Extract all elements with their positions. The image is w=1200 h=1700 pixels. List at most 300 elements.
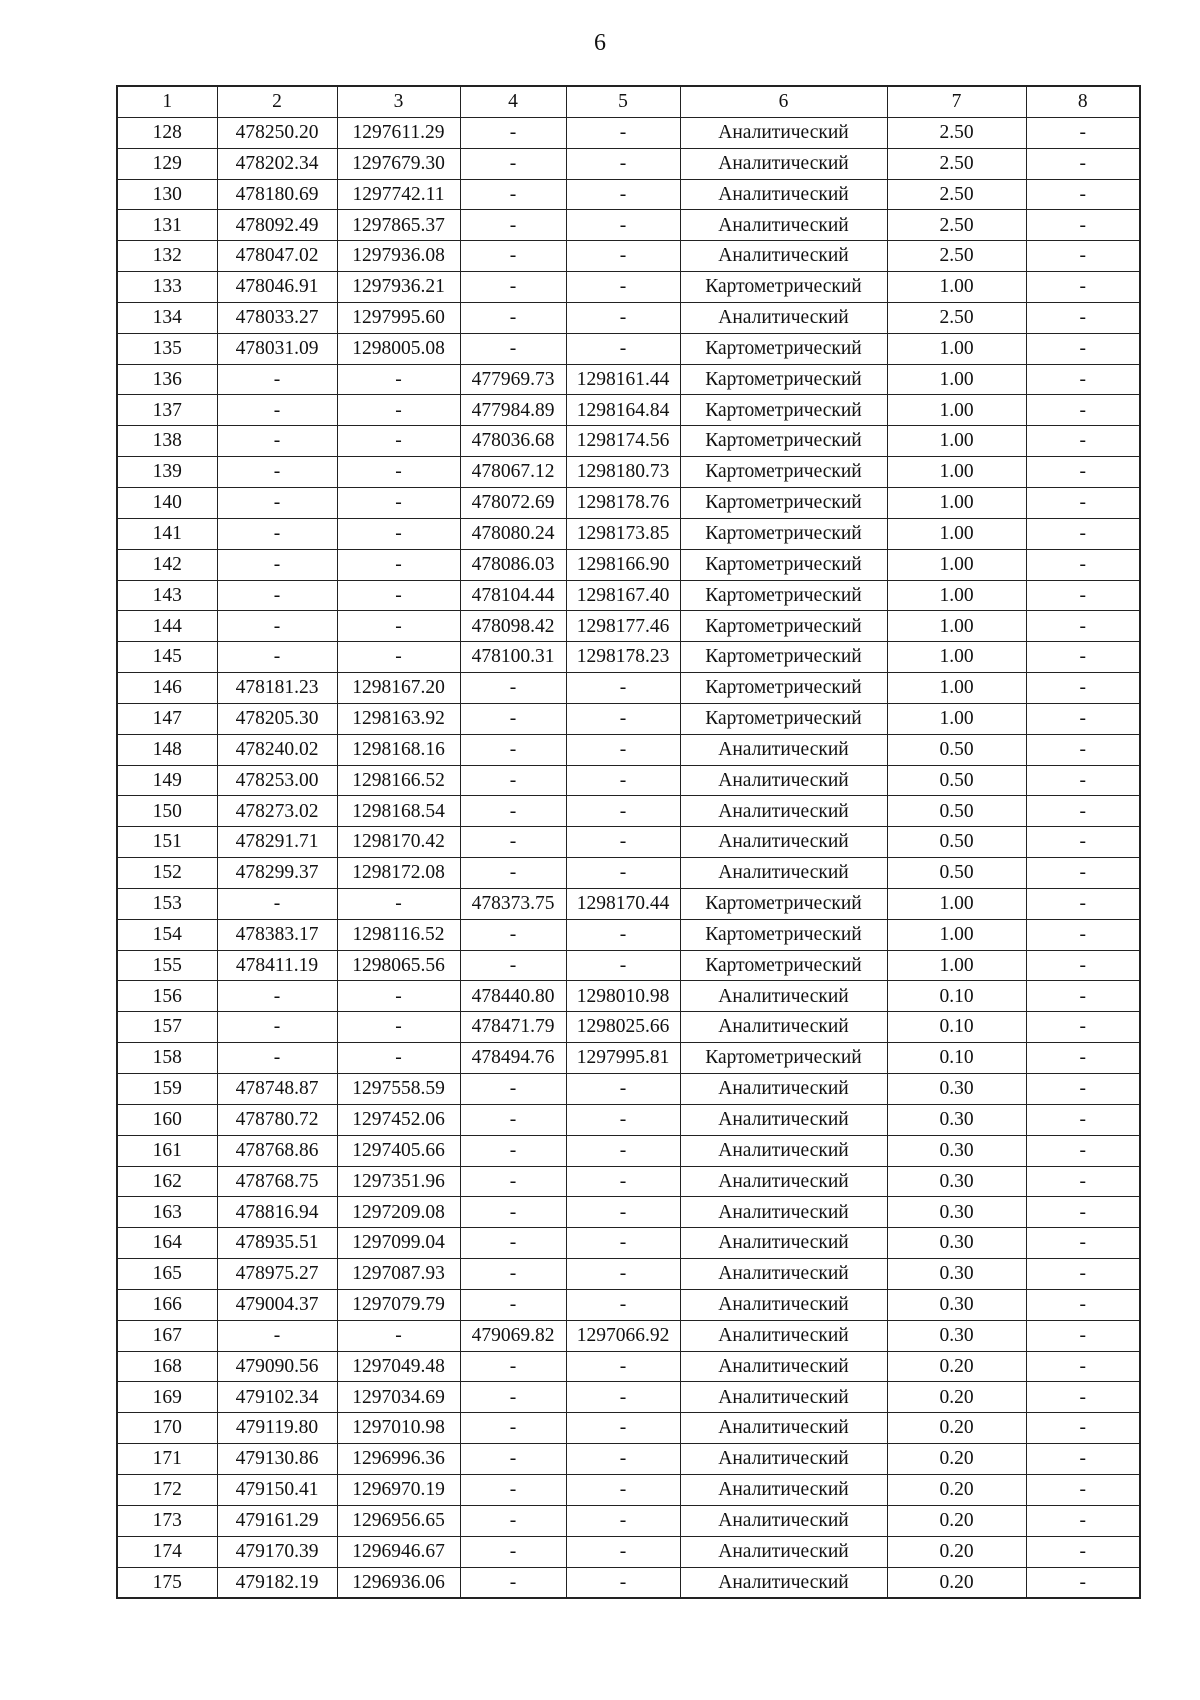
- page-number: 6: [594, 30, 606, 56]
- table-cell: 130: [117, 179, 217, 210]
- table-cell: 1296970.19: [337, 1474, 460, 1505]
- table-cell: 0.50: [887, 858, 1026, 889]
- table-cell: Картометрический: [680, 888, 887, 919]
- table-cell: 1297066.92: [566, 1320, 680, 1351]
- table-cell: Картометрический: [680, 364, 887, 395]
- table-cell: 161: [117, 1135, 217, 1166]
- table-cell: -: [1026, 302, 1140, 333]
- table-cell: -: [566, 1166, 680, 1197]
- table-cell: Аналитический: [680, 241, 887, 272]
- table-cell: -: [566, 1474, 680, 1505]
- table-cell: 0.20: [887, 1474, 1026, 1505]
- table-cell: -: [217, 1043, 337, 1074]
- table-cell: -: [1026, 1413, 1140, 1444]
- table-row: [117, 241, 1140, 272]
- table-cell: 478100.31: [460, 642, 566, 673]
- table-cell: 1298065.56: [337, 950, 460, 981]
- table-cell: Аналитический: [680, 858, 887, 889]
- table-cell: 133: [117, 272, 217, 303]
- table-cell: -: [460, 765, 566, 796]
- table-cell: 129: [117, 148, 217, 179]
- table-cell: 478291.71: [217, 827, 337, 858]
- table-cell: -: [337, 457, 460, 488]
- column-header: 2: [217, 86, 337, 117]
- table-cell: -: [460, 1536, 566, 1567]
- table-row: [117, 1074, 1140, 1105]
- table-cell: 478748.87: [217, 1074, 337, 1105]
- table-cell: 151: [117, 827, 217, 858]
- table-cell: Аналитический: [680, 1413, 887, 1444]
- table-cell: -: [1026, 333, 1140, 364]
- table-cell: 1.00: [887, 426, 1026, 457]
- table-cell: -: [1026, 1382, 1140, 1413]
- table-cell: -: [1026, 1043, 1140, 1074]
- table-cell: 478092.49: [217, 210, 337, 241]
- table-cell: -: [217, 1012, 337, 1043]
- table-cell: -: [1026, 1166, 1140, 1197]
- table-cell: -: [566, 1135, 680, 1166]
- table-cell: -: [337, 642, 460, 673]
- table-cell: 478240.02: [217, 734, 337, 765]
- coordinates-table: [116, 85, 1141, 1599]
- table-cell: -: [1026, 950, 1140, 981]
- table-row: [117, 703, 1140, 734]
- table-cell: -: [566, 1505, 680, 1536]
- table-cell: 2.50: [887, 179, 1026, 210]
- table-cell: 479170.39: [217, 1536, 337, 1567]
- table-cell: -: [1026, 1320, 1140, 1351]
- table-cell: 142: [117, 549, 217, 580]
- table-row: [117, 1536, 1140, 1567]
- table-cell: Картометрический: [680, 611, 887, 642]
- table-cell: Картометрический: [680, 272, 887, 303]
- table-cell: -: [1026, 981, 1140, 1012]
- table-cell: Картометрический: [680, 919, 887, 950]
- table-cell: 143: [117, 580, 217, 611]
- table-row: [117, 179, 1140, 210]
- table-cell: 1.00: [887, 272, 1026, 303]
- table-cell: -: [1026, 117, 1140, 148]
- table-row: [117, 1382, 1140, 1413]
- table-cell: 478031.09: [217, 333, 337, 364]
- table-cell: 1298161.44: [566, 364, 680, 395]
- table-cell: 163: [117, 1197, 217, 1228]
- table-cell: -: [566, 179, 680, 210]
- table-cell: -: [1026, 827, 1140, 858]
- table-cell: -: [566, 1444, 680, 1475]
- table-cell: 0.50: [887, 734, 1026, 765]
- table-cell: Аналитический: [680, 734, 887, 765]
- table-cell: 0.30: [887, 1104, 1026, 1135]
- table-cell: -: [460, 1166, 566, 1197]
- table-cell: -: [1026, 611, 1140, 642]
- table-cell: Аналитический: [680, 210, 887, 241]
- table-cell: -: [460, 1444, 566, 1475]
- table-cell: 2.50: [887, 117, 1026, 148]
- table-cell: 479161.29: [217, 1505, 337, 1536]
- table-cell: 135: [117, 333, 217, 364]
- table-cell: 1298167.40: [566, 580, 680, 611]
- table-cell: -: [566, 858, 680, 889]
- table-cell: -: [566, 1536, 680, 1567]
- table-cell: -: [1026, 765, 1140, 796]
- table-cell: -: [460, 919, 566, 950]
- table-cell: Аналитический: [680, 1351, 887, 1382]
- table-cell: -: [566, 117, 680, 148]
- table-row: [117, 1135, 1140, 1166]
- table-cell: -: [460, 827, 566, 858]
- table-cell: 1298174.56: [566, 426, 680, 457]
- table-cell: -: [566, 673, 680, 704]
- table-cell: -: [217, 395, 337, 426]
- table-cell: 144: [117, 611, 217, 642]
- table-cell: -: [460, 333, 566, 364]
- table-cell: 1298180.73: [566, 457, 680, 488]
- table-cell: Картометрический: [680, 549, 887, 580]
- table-cell: Аналитический: [680, 981, 887, 1012]
- table-cell: 478181.23: [217, 673, 337, 704]
- table-cell: -: [566, 302, 680, 333]
- table-cell: 165: [117, 1259, 217, 1290]
- table-cell: 152: [117, 858, 217, 889]
- table-cell: Аналитический: [680, 1012, 887, 1043]
- table-cell: 1298166.90: [566, 549, 680, 580]
- table-cell: 1297742.11: [337, 179, 460, 210]
- table-cell: 148: [117, 734, 217, 765]
- table-row: [117, 734, 1140, 765]
- table-cell: 1298170.42: [337, 827, 460, 858]
- table-cell: -: [566, 272, 680, 303]
- table-cell: -: [460, 179, 566, 210]
- table-cell: 1296936.06: [337, 1567, 460, 1598]
- table-cell: -: [217, 1320, 337, 1351]
- table-row: [117, 1259, 1140, 1290]
- table-row: [117, 302, 1140, 333]
- table-cell: 478440.80: [460, 981, 566, 1012]
- table-cell: 147: [117, 703, 217, 734]
- table-cell: 479090.56: [217, 1351, 337, 1382]
- table-cell: -: [337, 549, 460, 580]
- table-cell: -: [460, 1474, 566, 1505]
- table-cell: 478104.44: [460, 580, 566, 611]
- table-cell: Аналитический: [680, 1536, 887, 1567]
- table-cell: 1297865.37: [337, 210, 460, 241]
- table-cell: 478033.27: [217, 302, 337, 333]
- table-row: [117, 1567, 1140, 1598]
- table-cell: 1.00: [887, 919, 1026, 950]
- table-cell: 1298178.76: [566, 487, 680, 518]
- table-cell: 1.00: [887, 457, 1026, 488]
- table-cell: 132: [117, 241, 217, 272]
- table-cell: -: [460, 1351, 566, 1382]
- table-row: [117, 642, 1140, 673]
- table-cell: 162: [117, 1166, 217, 1197]
- table-cell: -: [460, 796, 566, 827]
- table-row: [117, 1166, 1140, 1197]
- table-row: [117, 395, 1140, 426]
- table-cell: 478046.91: [217, 272, 337, 303]
- table-cell: -: [460, 734, 566, 765]
- table-cell: 478080.24: [460, 518, 566, 549]
- table-cell: Аналитический: [680, 179, 887, 210]
- table-cell: 2.50: [887, 148, 1026, 179]
- table-cell: -: [460, 1382, 566, 1413]
- table-cell: -: [1026, 1505, 1140, 1536]
- table-cell: 478273.02: [217, 796, 337, 827]
- table-cell: -: [460, 858, 566, 889]
- table-cell: 478471.79: [460, 1012, 566, 1043]
- table-row: [117, 333, 1140, 364]
- table-cell: 478768.75: [217, 1166, 337, 1197]
- table-cell: -: [460, 703, 566, 734]
- table-cell: 1298164.84: [566, 395, 680, 426]
- table-cell: 131: [117, 210, 217, 241]
- table-cell: 139: [117, 457, 217, 488]
- table-cell: 479182.19: [217, 1567, 337, 1598]
- table-cell: -: [1026, 1289, 1140, 1320]
- table-cell: -: [1026, 1012, 1140, 1043]
- table-cell: -: [217, 611, 337, 642]
- table-cell: 0.20: [887, 1567, 1026, 1598]
- table-cell: -: [1026, 1351, 1140, 1382]
- table-cell: 1298010.98: [566, 981, 680, 1012]
- table-cell: Картометрический: [680, 487, 887, 518]
- table-cell: 0.20: [887, 1382, 1026, 1413]
- table-cell: -: [1026, 364, 1140, 395]
- table-cell: -: [566, 1413, 680, 1444]
- table-row: [117, 1351, 1140, 1382]
- table-cell: 2.50: [887, 210, 1026, 241]
- table-cell: -: [337, 518, 460, 549]
- table-cell: -: [1026, 1536, 1140, 1567]
- table-cell: 166: [117, 1289, 217, 1320]
- table-cell: 478373.75: [460, 888, 566, 919]
- table-cell: -: [460, 1228, 566, 1259]
- table-cell: -: [460, 1074, 566, 1105]
- table-row: [117, 364, 1140, 395]
- table-row: [117, 611, 1140, 642]
- table-cell: 2.50: [887, 241, 1026, 272]
- table-cell: -: [217, 457, 337, 488]
- table-cell: 1.00: [887, 703, 1026, 734]
- table-cell: -: [566, 1351, 680, 1382]
- table-cell: 479102.34: [217, 1382, 337, 1413]
- table-cell: 0.50: [887, 796, 1026, 827]
- table-cell: 1297099.04: [337, 1228, 460, 1259]
- column-header: 8: [1026, 86, 1140, 117]
- table-cell: 1297679.30: [337, 148, 460, 179]
- table-cell: -: [337, 364, 460, 395]
- table-cell: -: [1026, 426, 1140, 457]
- table-cell: -: [1026, 1444, 1140, 1475]
- column-header: 3: [337, 86, 460, 117]
- table-cell: -: [1026, 919, 1140, 950]
- table-cell: 146: [117, 673, 217, 704]
- table-cell: 1298168.16: [337, 734, 460, 765]
- table-cell: -: [337, 1043, 460, 1074]
- table-cell: 159: [117, 1074, 217, 1105]
- table-cell: -: [460, 148, 566, 179]
- table-row: [117, 549, 1140, 580]
- table-cell: 478202.34: [217, 148, 337, 179]
- table-row: [117, 858, 1140, 889]
- table-cell: 158: [117, 1043, 217, 1074]
- table-cell: Аналитический: [680, 1444, 887, 1475]
- table-cell: 1297209.08: [337, 1197, 460, 1228]
- table-cell: -: [217, 426, 337, 457]
- table-cell: -: [1026, 549, 1140, 580]
- table-row: [117, 1320, 1140, 1351]
- table-cell: -: [1026, 734, 1140, 765]
- table-cell: 478299.37: [217, 858, 337, 889]
- table-cell: -: [566, 148, 680, 179]
- table-row: [117, 1228, 1140, 1259]
- table-row: [117, 148, 1140, 179]
- table-cell: 1298177.46: [566, 611, 680, 642]
- table-cell: 1.00: [887, 364, 1026, 395]
- table-cell: -: [460, 241, 566, 272]
- table-cell: -: [1026, 1259, 1140, 1290]
- table-cell: 1297087.93: [337, 1259, 460, 1290]
- table-cell: -: [566, 1382, 680, 1413]
- table-cell: -: [217, 487, 337, 518]
- table-cell: 1.00: [887, 642, 1026, 673]
- table-cell: 1.00: [887, 673, 1026, 704]
- table-row: [117, 1012, 1140, 1043]
- table-cell: 0.20: [887, 1413, 1026, 1444]
- table-cell: Аналитический: [680, 117, 887, 148]
- table-cell: 0.30: [887, 1259, 1026, 1290]
- table-body: [117, 117, 1140, 1598]
- table-cell: -: [460, 272, 566, 303]
- table-cell: 478098.42: [460, 611, 566, 642]
- table-cell: -: [217, 549, 337, 580]
- table-cell: 134: [117, 302, 217, 333]
- table-cell: Аналитический: [680, 765, 887, 796]
- table-cell: 478036.68: [460, 426, 566, 457]
- table-cell: -: [566, 765, 680, 796]
- table-cell: 168: [117, 1351, 217, 1382]
- table-cell: 479130.86: [217, 1444, 337, 1475]
- column-header: 7: [887, 86, 1026, 117]
- table-cell: -: [460, 117, 566, 148]
- table-cell: 0.50: [887, 765, 1026, 796]
- table-cell: 1298005.08: [337, 333, 460, 364]
- table-cell: 1298168.54: [337, 796, 460, 827]
- table-row: [117, 1505, 1140, 1536]
- table-cell: 478768.86: [217, 1135, 337, 1166]
- table-cell: -: [460, 673, 566, 704]
- table-cell: 136: [117, 364, 217, 395]
- table-cell: 1297351.96: [337, 1166, 460, 1197]
- table-row: [117, 796, 1140, 827]
- table-cell: -: [337, 888, 460, 919]
- table-cell: 0.30: [887, 1074, 1026, 1105]
- table-row: [117, 518, 1140, 549]
- table-cell: -: [217, 888, 337, 919]
- table-cell: -: [337, 426, 460, 457]
- table-cell: -: [460, 302, 566, 333]
- table-row: [117, 827, 1140, 858]
- column-header: 5: [566, 86, 680, 117]
- table-cell: Картометрический: [680, 580, 887, 611]
- table-row: [117, 487, 1140, 518]
- table-cell: 478494.76: [460, 1043, 566, 1074]
- table-row: [117, 580, 1140, 611]
- table-cell: Аналитический: [680, 1289, 887, 1320]
- table-cell: Аналитический: [680, 1567, 887, 1598]
- table-cell: 478975.27: [217, 1259, 337, 1290]
- table-cell: -: [1026, 858, 1140, 889]
- table-cell: -: [1026, 1567, 1140, 1598]
- table-row: [117, 457, 1140, 488]
- table-cell: 477984.89: [460, 395, 566, 426]
- table-cell: -: [460, 1289, 566, 1320]
- table-cell: -: [1026, 179, 1140, 210]
- table-cell: 477969.73: [460, 364, 566, 395]
- table-cell: -: [566, 827, 680, 858]
- table-cell: -: [460, 1197, 566, 1228]
- table-row: [117, 117, 1140, 148]
- table-cell: Аналитический: [680, 302, 887, 333]
- table-row: [117, 210, 1140, 241]
- table-cell: -: [566, 1104, 680, 1135]
- table-cell: 0.50: [887, 827, 1026, 858]
- table-cell: -: [1026, 703, 1140, 734]
- table-cell: 0.30: [887, 1166, 1026, 1197]
- table-cell: Аналитический: [680, 148, 887, 179]
- table-cell: -: [1026, 148, 1140, 179]
- table-cell: -: [566, 1074, 680, 1105]
- table-cell: -: [566, 1289, 680, 1320]
- table-cell: Картометрический: [680, 395, 887, 426]
- table-cell: -: [217, 642, 337, 673]
- table-cell: 1297995.81: [566, 1043, 680, 1074]
- table-row: [117, 1444, 1140, 1475]
- table-cell: 478180.69: [217, 179, 337, 210]
- table-cell: -: [337, 395, 460, 426]
- table-cell: 1297936.08: [337, 241, 460, 272]
- table-cell: -: [337, 611, 460, 642]
- table-cell: -: [1026, 272, 1140, 303]
- table-cell: -: [217, 518, 337, 549]
- table-cell: -: [1026, 1104, 1140, 1135]
- table-cell: -: [337, 1320, 460, 1351]
- table-cell: -: [1026, 642, 1140, 673]
- table-cell: 1298173.85: [566, 518, 680, 549]
- table-cell: 1297405.66: [337, 1135, 460, 1166]
- table-cell: 1296996.36: [337, 1444, 460, 1475]
- table-cell: -: [1026, 796, 1140, 827]
- table-cell: Аналитический: [680, 1320, 887, 1351]
- table-cell: 0.20: [887, 1351, 1026, 1382]
- table-cell: Аналитический: [680, 827, 887, 858]
- table-cell: 478250.20: [217, 117, 337, 148]
- table-row: [117, 919, 1140, 950]
- table-cell: 1298166.52: [337, 765, 460, 796]
- table-cell: -: [460, 1413, 566, 1444]
- table-cell: -: [217, 981, 337, 1012]
- table-cell: -: [460, 1135, 566, 1166]
- table-cell: -: [566, 919, 680, 950]
- table-cell: 479150.41: [217, 1474, 337, 1505]
- column-header: 6: [680, 86, 887, 117]
- table-cell: Аналитический: [680, 1259, 887, 1290]
- table-cell: 1.00: [887, 580, 1026, 611]
- table-cell: 1297611.29: [337, 117, 460, 148]
- table-cell: -: [1026, 1074, 1140, 1105]
- table-cell: 1.00: [887, 518, 1026, 549]
